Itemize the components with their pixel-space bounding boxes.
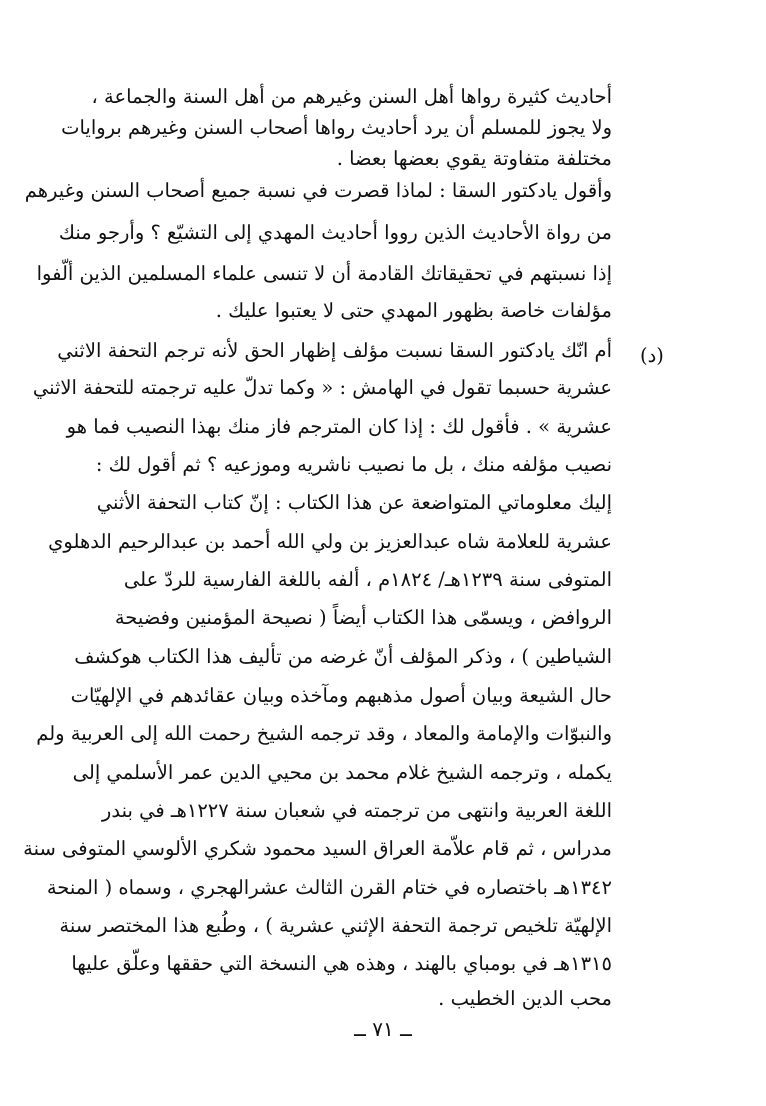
text-line: والنبوّات والإمامة والمعاد ، وقد ترجمه الشيخ رحمت الله إلى العربية ولم: [36, 722, 612, 745]
text-line: مدراس ، ثم قام علاّمة العراق السيد محمود شكري الألوسي المتوفى سنة: [23, 837, 612, 860]
text-line: عشرية حسبما تقول في الهامش : « وكما تدلّ عليه ترجمته للتحفة الاثني: [32, 376, 612, 399]
text-line: إليك معلوماتي المتواضعة عن هذا الكتاب : إنّ كتاب التحفة الأثني: [96, 491, 612, 514]
text-line: اللغة العربية وانتهى من ترجمته في شعبان سنة ١٢٢٧هـ في بندر: [101, 799, 612, 822]
text-line: مختلفة متفاوتة يقوي بعضها بعضا .: [336, 147, 612, 170]
page-number: ــ ٧١ ــ: [354, 1017, 412, 1041]
text-line: الإلهيّة تلخيص ترجمة التحفة الإثني عشرية ) ، وطُبع هذا المختصر سنة: [59, 914, 612, 937]
text-line: وأقول يادكتور السقا : لماذا قصرت في نسبة جميع أصحاب السنن وغيرهم: [24, 179, 612, 202]
text-line: من رواة الأحاديث الذين رووا أحاديث المهدي إلى التشيّع ؟ وأرجو منك: [58, 221, 612, 244]
text-line: الروافض ، ويسمّى هذا الكتاب أيضاً ( نصيحة المؤمنين وفضيحة: [114, 606, 612, 629]
text-line: محب الدين الخطيب .: [438, 987, 612, 1010]
text-line: إذا نسبتهم في تحقيقاتك القادمة أن لا تنسى علماء المسلمين الذين ألّفوا: [36, 262, 612, 285]
text-line: الشياطين ) ، وذكر المؤلف أنّ غرضه من تأليف هذا الكتاب هوكشف: [74, 645, 612, 668]
text-line: أحاديث كثيرة رواها أهل السنن وغيرهم من أهل السنة والجماعة ،: [91, 85, 612, 108]
text-line: أم انّك يادكتور السقا نسبت مؤلف إظهار الحق لأنه ترجم التحفة الاثني: [57, 339, 612, 362]
text-line: المتوفى سنة ١٢٣٩هـ/ ١٨٢٤م ، ألفه باللغة الفارسية للردّ على: [123, 568, 612, 591]
text-line: نصيب مؤلفه منك ، بل ما نصيب ناشريه وموزعيه ؟ ثم أقول لك :: [95, 453, 612, 476]
text-line: ١٣٤٢هـ باختصاره في ختام القرن الثالث عشرالهجري ، وسماه ( المنحة: [46, 876, 612, 899]
text-line: عشرية » . فأقول لك : إذا كان المترجم فاز منك بهذا النصيب فما هو: [66, 415, 612, 438]
text-line: ولا يجوز للمسلم أن يرد أحاديث رواها أصحاب السنن وغيرهم بروايات: [61, 116, 612, 139]
text-line: ١٣١٥هـ في بومباي بالهند ، وهذه هي النسخة التي حققها وعلّق عليها: [71, 952, 612, 975]
text-line: حال الشيعة وبيان أصول مذهبهم ومآخذه وبيان عقائدهم في الإلهيّات: [70, 684, 612, 707]
section-marker: (د): [640, 344, 664, 367]
text-line: يكمله ، وترجمه الشيخ غلام محمد بن محيي الدين عمر الأسلمي إلى: [72, 761, 612, 784]
text-line: عشرية للعلامة شاه عبدالعزيز بن ولي الله أحمد بن عبدالرحيم الدهلوي: [48, 530, 612, 553]
text-line: مؤلفات خاصة بظهور المهدي حتى لا يعتبوا عليك .: [215, 299, 612, 322]
